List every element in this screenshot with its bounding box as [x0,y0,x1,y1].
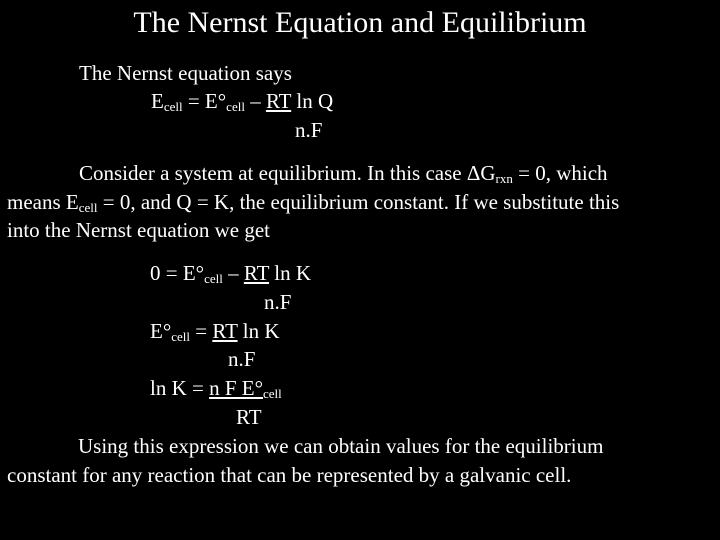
para2-line1: Using this expression we can obtain values for the equilibrium [78,434,604,458]
eq1-minus: – [244,89,266,113]
equation-1 [151,88,333,114]
eq2-numerator: RT [243,261,270,285]
eq4-numerator: n F E° [209,376,263,400]
slide-title: The Nernst Equation and Equilibrium [133,6,587,39]
eq1-numerator: RT [265,89,292,113]
eq3-sub: cell [171,329,190,344]
intro-text: The Nernst equation says [79,61,292,85]
eq2-minus: – [222,261,244,285]
para2-line2: constant for any reaction that can be represented by a galvanic cell. [7,463,572,487]
eq4-sub: cell [263,386,282,401]
eq2-lhs: 0 = E° [150,261,205,285]
eq1-estd: = E° [182,89,227,113]
eq1-ecell: E [151,89,164,113]
eq1-ecell-sub: cell [163,99,183,114]
eq1-lnq: ln Q [291,89,334,113]
para1-line2-b: = 0, and Q = K, the equilibrium constant. If we substitute this [97,190,620,214]
eq1-denominator: n.F [295,118,323,142]
eq4-lhs: ln K = [150,376,210,400]
eq2-sub: cell [204,271,223,286]
equation-3 [150,318,280,344]
eq2-denominator: n.F [264,290,292,314]
para1-line2-sub: cell [78,200,98,215]
para1-line3: into the Nernst equation we get [7,218,271,242]
eq3-lnk: ln K [237,319,280,343]
eq3-numerator: RT [212,319,238,343]
eq1-estd-sub: cell [226,99,245,114]
para1-line1-sub: rxn [495,171,513,186]
para1-line2 [7,189,619,215]
eq3-denominator: n.F [228,347,256,371]
eq4-denominator: RT [236,405,262,429]
equation-4 [150,375,282,401]
eq3-lhs: E° [150,319,172,343]
para1-line1-a: Consider a system at equilibrium. In this case ΔG [79,161,496,185]
para1-line2-a: means E [7,190,79,214]
eq3-equals: = [190,319,213,343]
eq2-lnk: ln K [269,261,312,285]
para1-line1-b: = 0, which [512,161,608,185]
equation-2 [150,260,311,286]
para1-line1 [79,160,608,186]
